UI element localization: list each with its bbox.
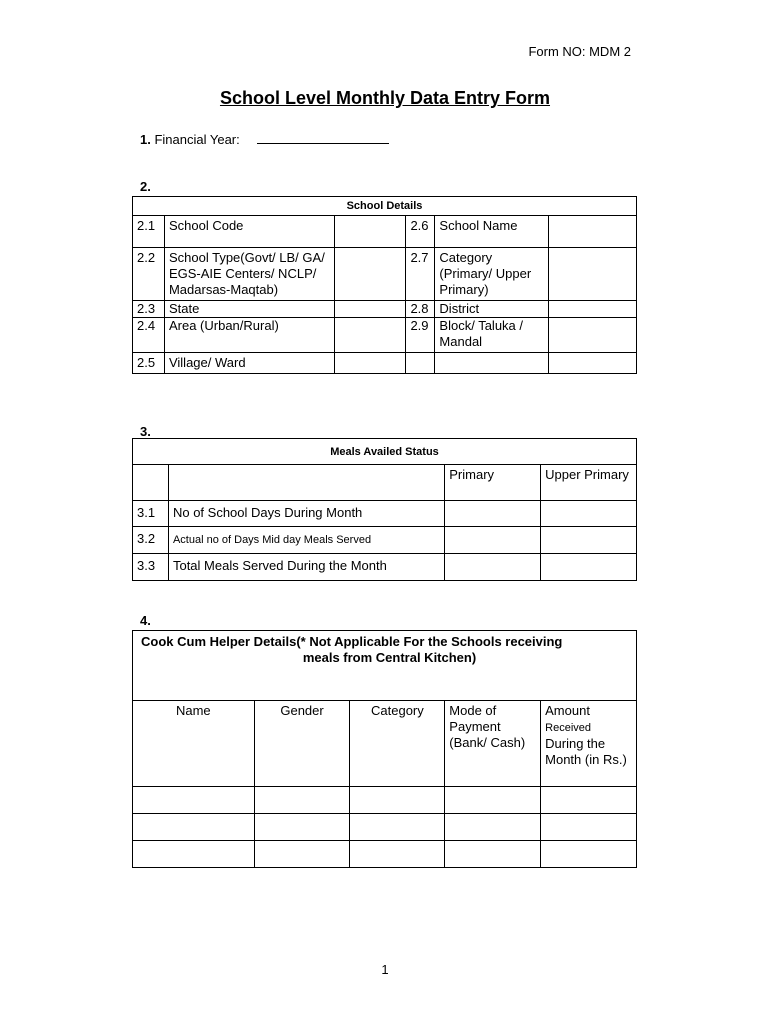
school-name-input[interactable] [549,216,637,248]
row-number: 2.8 [406,301,435,318]
row-label: School Code [164,216,334,248]
total-meals-primary-input[interactable] [445,554,541,581]
amount-label: Amount [545,703,590,718]
total-meals-upper-input[interactable] [541,554,637,581]
section2-number: 2. [140,179,151,194]
row-label [435,353,549,374]
empty-cell [168,465,444,501]
column-header-upper-primary: Upper Primary [541,465,637,501]
cook-name-input[interactable] [133,787,255,814]
row-number: 3.3 [133,554,169,581]
cook-category-input[interactable] [350,841,445,868]
page-title-text: School Level Monthly Data Entry Form [219,88,551,108]
cook-name-input[interactable] [133,841,255,868]
financial-year-number: 1. [140,132,151,147]
row-number: 2.5 [133,353,165,374]
empty-cell [133,465,169,501]
row-label: Total Meals Served During the Month [168,554,444,581]
row-number: 2.2 [133,248,165,301]
school-days-upper-input[interactable] [541,501,637,527]
row-number: 2.9 [406,318,435,353]
village-input[interactable] [334,353,406,374]
column-header-gender: Gender [254,701,350,787]
row-number: 2.3 [133,301,165,318]
cook-amount-input[interactable] [541,814,637,841]
financial-year-field [140,131,389,147]
meals-availed-heading: Meals Availed Status [133,439,637,465]
column-header-name: Name [133,701,255,787]
section4-number: 4. [140,613,151,628]
row-label: Block/ Taluka / Mandal [435,318,549,353]
row-number [406,353,435,374]
column-header-amount [541,701,637,787]
area-input[interactable] [334,318,406,353]
form-number: Form NO: MDM 2 [528,44,631,59]
cook-name-input[interactable] [133,814,255,841]
row-number: 2.6 [406,216,435,248]
row-number: 3.1 [133,501,169,527]
column-header-primary: Primary [445,465,541,501]
school-details-table [132,196,637,374]
state-input[interactable] [334,301,406,318]
row-number: 2.7 [406,248,435,301]
district-input[interactable] [549,301,637,318]
row-label: School Name [435,216,549,248]
row-label: No of School Days During Month [168,501,444,527]
row-label: Actual no of Days Mid day Meals Served [168,527,444,554]
meal-days-upper-input[interactable] [541,527,637,554]
column-header-mode-of-payment: Mode of Payment (Bank/ Cash) [445,701,541,787]
row-label: Area (Urban/Rural) [164,318,334,353]
cook-helper-heading-line2: meals from Central Kitchen) [302,650,477,665]
cook-category-input[interactable] [350,787,445,814]
category-input[interactable] [549,248,637,301]
row-number: 2.4 [133,318,165,353]
school-type-input[interactable] [334,248,406,301]
row-label: Village/ Ward [164,353,334,374]
received-label: Received [545,722,591,734]
column-header-category: Category [350,701,445,787]
row-label: State [164,301,334,318]
page-number: 1 [381,962,389,977]
row-label: Category (Primary/ Upper Primary) [435,248,549,301]
cook-gender-input[interactable] [254,787,350,814]
row-label: School Type(Govt/ LB/ GA/ EGS-AIE Centers/ NCLP/ Madarsas-Maqtab) [164,248,334,301]
cook-amount-input[interactable] [541,787,637,814]
page-title [0,88,770,109]
cook-payment-mode-input[interactable] [445,787,541,814]
financial-year-label: Financial Year: [154,132,240,147]
cook-helper-heading [133,631,637,701]
row-number: 2.1 [133,216,165,248]
school-code-input[interactable] [334,216,406,248]
cook-category-input[interactable] [350,814,445,841]
block-input[interactable] [549,318,637,353]
meal-days-primary-input[interactable] [445,527,541,554]
during-month-label: During the Month (in Rs.) [545,736,627,767]
meals-availed-table [132,438,637,581]
row-number: 3.2 [133,527,169,554]
cook-gender-input[interactable] [254,841,350,868]
cook-helper-table [132,630,637,868]
school-details-heading: School Details [133,197,637,216]
cook-payment-mode-input[interactable] [445,841,541,868]
empty-cell [549,353,637,374]
row-label: District [435,301,549,318]
cook-helper-heading-line1: Cook Cum Helper Details(* Not Applicable For the Schools receiving [141,634,563,649]
school-days-primary-input[interactable] [445,501,541,527]
cook-gender-input[interactable] [254,814,350,841]
section3-number: 3. [140,424,151,439]
cook-payment-mode-input[interactable] [445,814,541,841]
cook-amount-input[interactable] [541,841,637,868]
financial-year-blank[interactable] [257,131,389,144]
